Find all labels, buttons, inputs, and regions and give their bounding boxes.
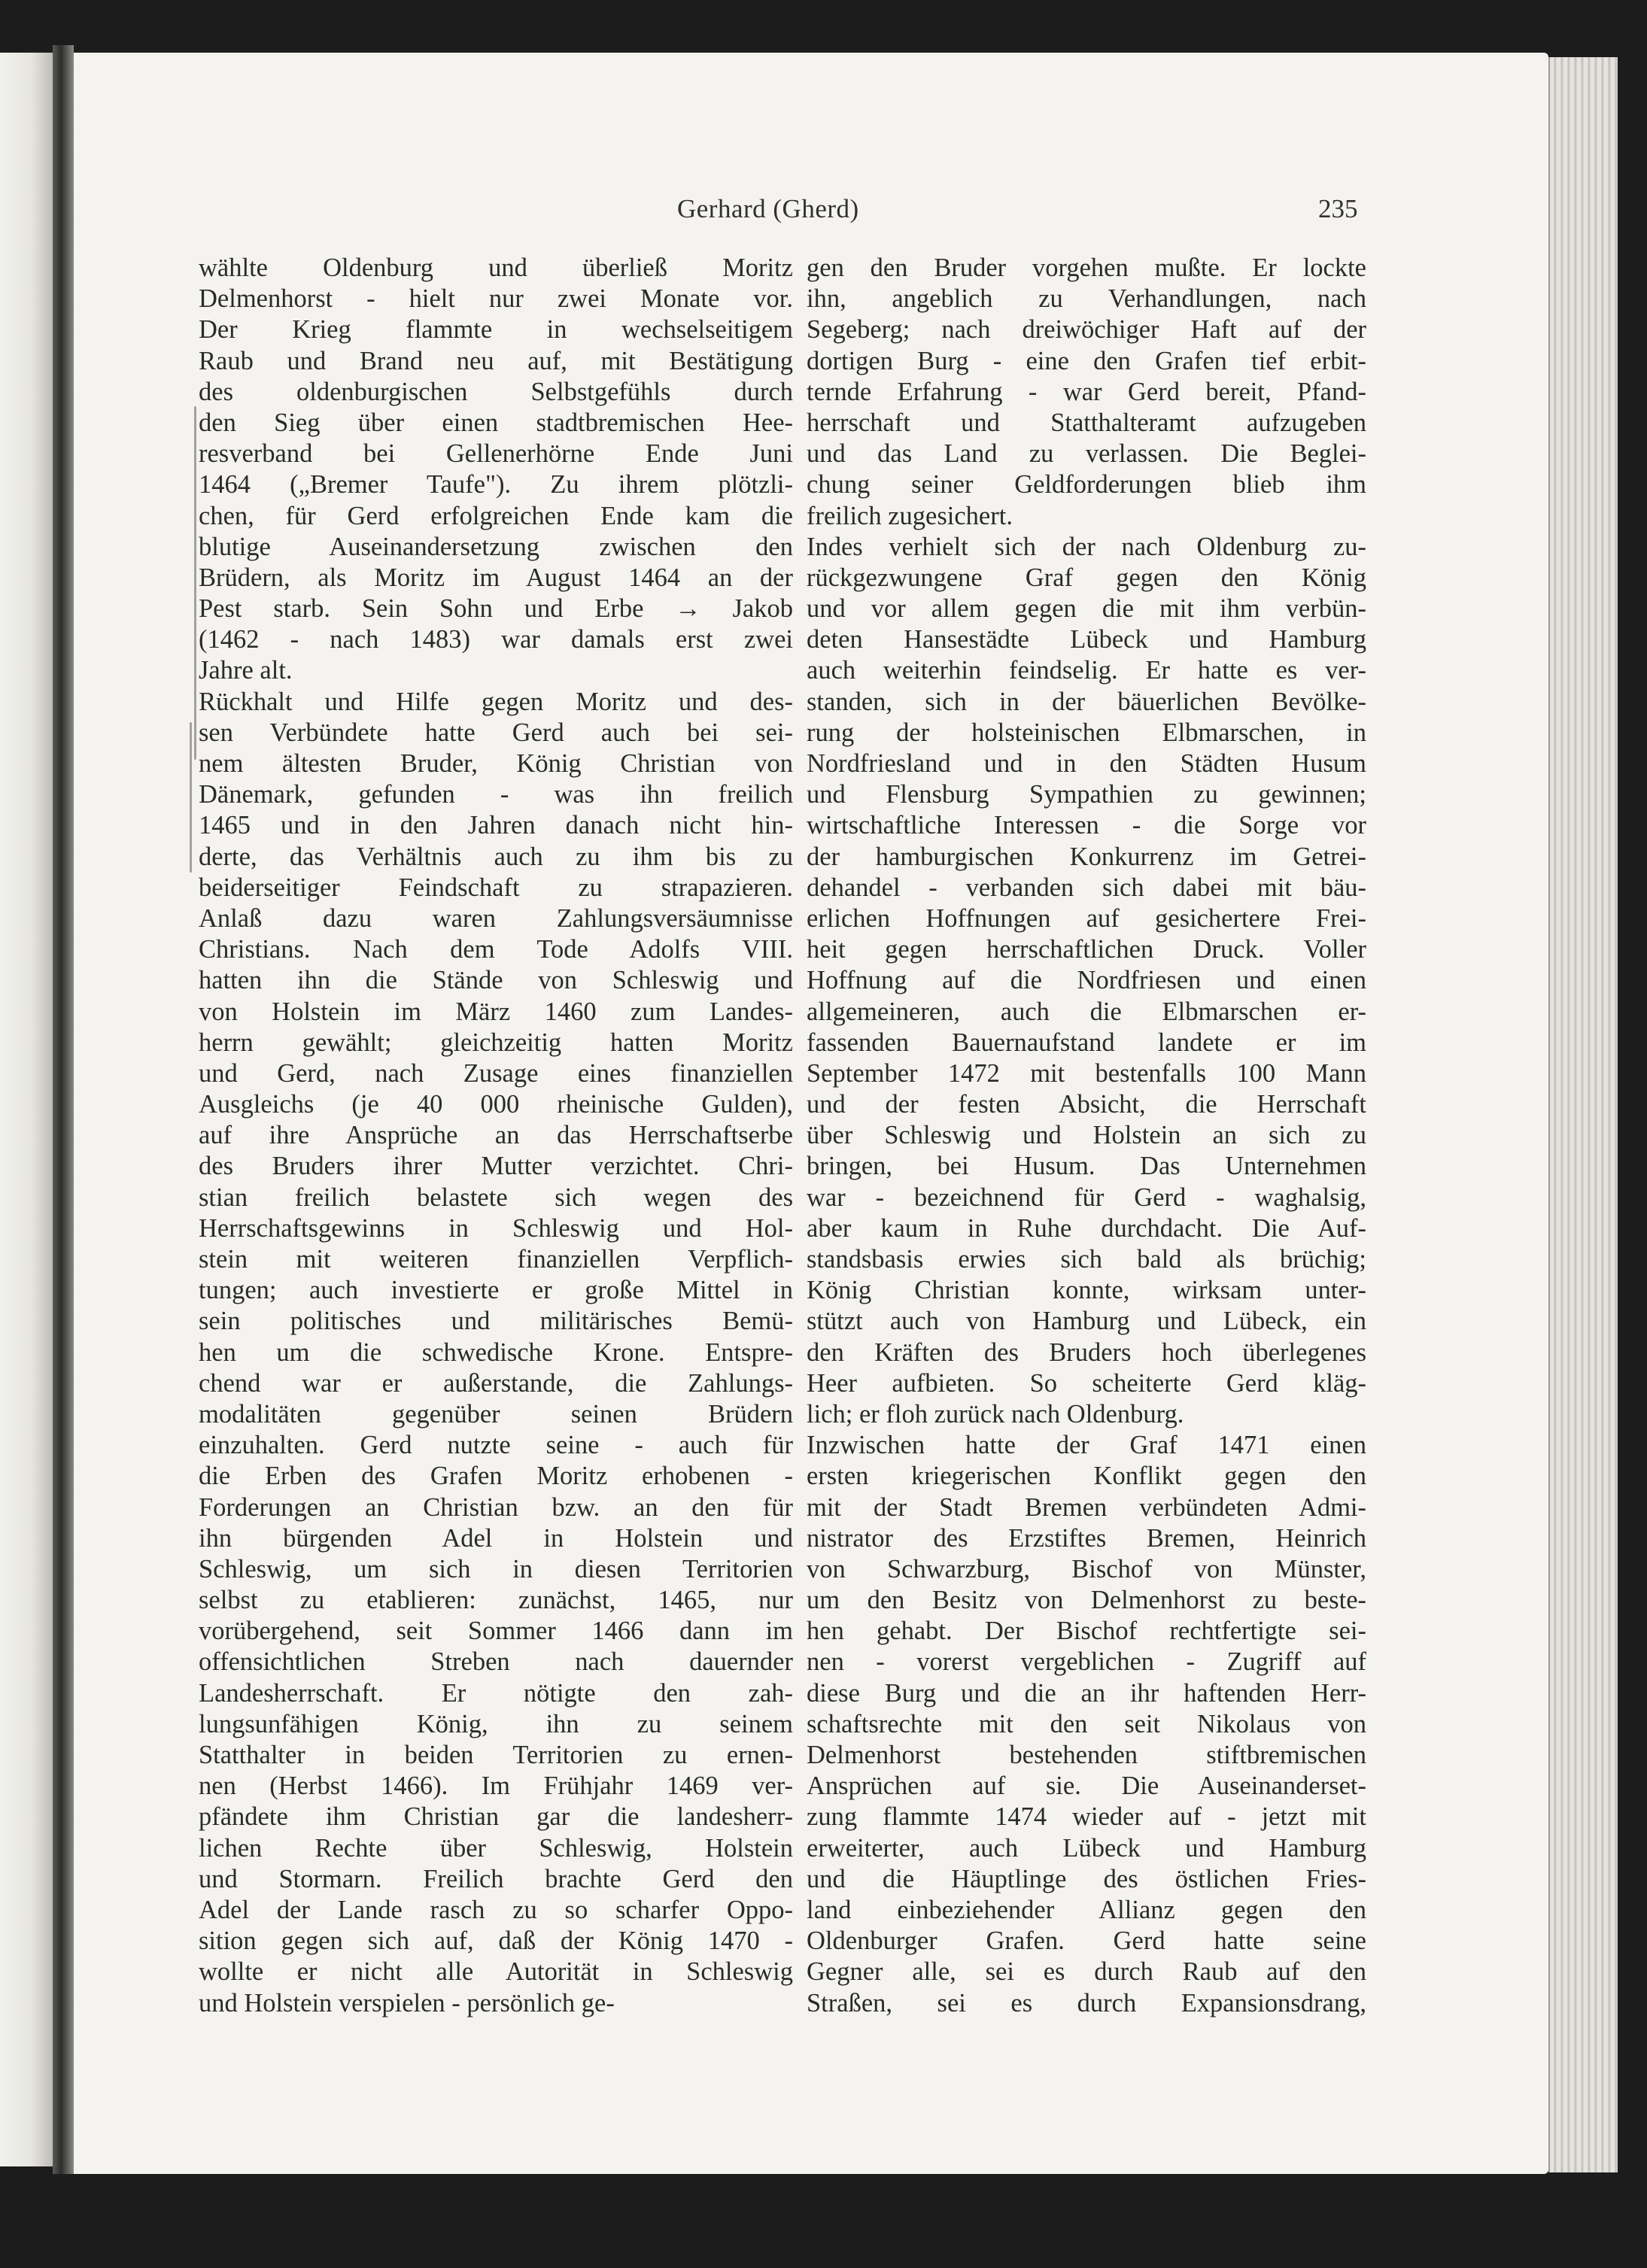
text-line: vorübergehend, seit Sommer 1466 dann im — [199, 1617, 793, 1646]
text-line: deten Hansestädte Lübeck und Hamburg — [807, 625, 1366, 654]
text-line: Pest starb. Sein Sohn und Erbe → Jakob — [199, 594, 793, 624]
text-line: einzuhalten. Gerd nutzte seine - auch für — [199, 1431, 793, 1460]
text-line: Ansprüchen auf sie. Die Auseinanderset- — [807, 1772, 1366, 1801]
text-line: land einbeziehender Allianz gegen den — [807, 1895, 1366, 1924]
pencil-mark — [194, 406, 196, 760]
text-line: Rückhalt und Hilfe gegen Moritz und des- — [199, 687, 793, 716]
text-line: und die Häuptlinge des östlichen Fries- — [807, 1864, 1366, 1893]
text-line: lich; er floh zurück nach Oldenburg. — [807, 1399, 1184, 1429]
text-line: Ausgleichs (je 40 000 rheinische Gulden), — [199, 1090, 793, 1119]
text-line: auf ihre Ansprüche an das Herrschaftserbe — [199, 1121, 793, 1150]
text-line: hen um die schwedische Krone. Entspre- — [199, 1337, 793, 1367]
text-line: dehandel - verbanden sich dabei mit bäu- — [807, 873, 1366, 902]
text-line: Straßen, sei es durch Expansionsdrang, — [807, 1988, 1366, 2018]
text-line: freilich zugesichert. — [807, 501, 1013, 530]
text-line: Inzwischen hatte der Graf 1471 einen — [807, 1431, 1366, 1460]
text-line: des oldenburgischen Selbstgefühls durch — [199, 377, 793, 406]
text-line: Dänemark, gefunden - was ihn freilich — [199, 780, 793, 809]
text-line: derte, das Verhältnis auch zu ihm bis zu — [199, 842, 793, 871]
text-line: ihn, angeblich zu Verhandlungen, nach — [807, 284, 1366, 314]
text-line: und Holstein verspielen - persönlich ge- — [199, 1988, 615, 2018]
text-line: erlichen Hoffnungen auf gesichertere Frei- — [807, 903, 1366, 933]
text-line: auch weiterhin feindselig. Er hatte es ver- — [807, 656, 1366, 685]
text-line: gen den Bruder vorgehen mußte. Er lockte — [807, 254, 1366, 282]
text-line: chend war er außerstande, die Zahlungs- — [199, 1368, 793, 1398]
text-line: Delmenhorst bestehenden stiftbremischen — [807, 1741, 1366, 1769]
text-line: war - bezeichnend für Gerd - waghalsig, — [807, 1183, 1366, 1212]
text-line: chung seiner Geldforderungen blieb ihm — [807, 470, 1366, 499]
text-line: den Kräften des Bruders hoch überlegenes — [807, 1337, 1366, 1367]
text-line: dortigen Burg - eine den Grafen tief erbit- — [807, 346, 1366, 375]
text-line: allgemeineren, auch die Elbmarschen er- — [807, 997, 1366, 1026]
text-line: fassenden Bauernaufstand landete er im — [807, 1028, 1366, 1057]
text-line: Raub und Brand neu auf, mit Bestätigung — [199, 346, 793, 375]
text-line: wirtschaftliche Interessen - die Sorge vor — [807, 811, 1366, 840]
text-line: ternde Erfahrung - war Gerd bereit, Pfand- — [807, 377, 1366, 406]
text-line: beiderseitiger Feindschaft zu strapazieren. — [199, 873, 793, 902]
text-line: resverband bei Gellenerhörne Ende Juni — [199, 439, 793, 469]
text-line: und Stormarn. Freilich brachte Gerd den — [199, 1864, 793, 1893]
text-line: Schleswig, um sich in diesen Territorien — [199, 1554, 793, 1583]
text-line: Nordfriesland und in den Städten Husum — [807, 749, 1366, 778]
text-line: hatten ihn die Stände von Schleswig und — [199, 966, 793, 995]
text-line: modalitäten gegenüber seinen Brüdern — [199, 1399, 793, 1429]
text-line: herrn gewählt; gleichzeitig hatten Moritz — [199, 1028, 793, 1057]
text-line: um den Besitz von Delmenhorst zu beste- — [807, 1586, 1366, 1615]
text-line: Hoffnung auf die Nordfriesen und einen — [807, 966, 1366, 995]
text-line: offensichtlichen Streben nach dauernder — [199, 1647, 793, 1677]
text-line: und Flensburg Sympathien zu gewinnen; — [807, 780, 1366, 809]
text-line: nistrator des Erzstiftes Bremen, Heinrich — [807, 1523, 1366, 1553]
text-line: sition gegen sich auf, daß der König 1470 - — [199, 1926, 793, 1956]
text-line: mit der Stadt Bremen verbündeten Admi- — [807, 1492, 1366, 1522]
text-line: Delmenhorst - hielt nur zwei Monate vor. — [199, 284, 793, 314]
book-gutter — [53, 45, 74, 2174]
text-line: Landesherrschaft. Er nötigte den zah- — [199, 1678, 793, 1708]
text-line: schaftsrechte mit den seit Nikolaus von — [807, 1709, 1366, 1738]
text-line: Gegner alle, sei es durch Raub auf den — [807, 1957, 1366, 1987]
text-line: die Erben des Grafen Moritz erhobenen - — [199, 1462, 793, 1491]
text-line: Forderungen an Christian bzw. an den für — [199, 1492, 793, 1522]
right-text-column — [807, 253, 1366, 2019]
text-line: Statthalter in beiden Territorien zu ernen- — [199, 1741, 793, 1769]
text-line: (1462 - nach 1483) war damals erst zwei — [199, 625, 793, 654]
text-line: nen - vorerst vergeblichen - Zugriff auf — [807, 1647, 1366, 1677]
pencil-mark — [190, 722, 192, 873]
running-head: Gerhard (Gherd) — [677, 194, 859, 223]
text-line: Christians. Nach dem Tode Adolfs VIII. — [199, 935, 793, 964]
text-line: diese Burg und die an ihr haftenden Herr- — [807, 1678, 1366, 1708]
page-number: 235 — [1318, 194, 1358, 223]
text-line: stian freilich belastete sich wegen des — [199, 1183, 793, 1212]
text-line: Jahre alt. — [199, 656, 293, 685]
text-line: September 1472 mit bestenfalls 100 Mann — [807, 1058, 1366, 1088]
text-line: Adel der Lande rasch zu so scharfer Oppo- — [199, 1895, 793, 1924]
text-line: ihn bürgenden Adel in Holstein und — [199, 1523, 793, 1553]
text-line: des Bruders ihrer Mutter verzichtet. Chri- — [199, 1152, 793, 1181]
text-line: tungen; auch investierte er große Mittel in — [199, 1276, 793, 1305]
text-line: König Christian konnte, wirksam unter- — [807, 1276, 1366, 1305]
text-line: bringen, bei Husum. Das Unternehmen — [807, 1152, 1366, 1181]
text-line: erweiterter, auch Lübeck und Hamburg — [807, 1833, 1366, 1863]
text-line: pfändete ihm Christian gar die landesherr- — [199, 1802, 793, 1832]
text-line: Heer aufbieten. So scheiterte Gerd kläg- — [807, 1368, 1366, 1398]
text-line: und der festen Absicht, die Herrschaft — [807, 1090, 1366, 1119]
text-line: der hamburgischen Konkurrenz im Getrei- — [807, 842, 1366, 871]
text-line: Brüdern, als Moritz im August 1464 an der — [199, 563, 793, 592]
text-line: rung der holsteinischen Elbmarschen, in — [807, 718, 1366, 747]
text-line: und das Land zu verlassen. Die Beglei- — [807, 439, 1366, 469]
left-text-column — [199, 253, 793, 2019]
text-line: Anlaß dazu waren Zahlungsversäumnisse — [199, 903, 793, 933]
text-line: nem ältesten Bruder, König Christian von — [199, 749, 793, 778]
text-line: von Schwarzburg, Bischof von Münster, — [807, 1554, 1366, 1583]
text-line: Oldenburger Grafen. Gerd hatte seine — [807, 1926, 1366, 1956]
facing-page-edge — [0, 53, 53, 2166]
text-line: über Schleswig und Holstein an sich zu — [807, 1121, 1366, 1150]
text-line: den Sieg über einen stadtbremischen Hee- — [199, 408, 793, 437]
text-line: aber kaum in Ruhe durchdacht. Die Auf- — [807, 1213, 1366, 1243]
text-line: heit gegen herrschaftlichen Druck. Voller — [807, 935, 1366, 964]
text-line: wählte Oldenburg und überließ Moritz — [199, 254, 793, 282]
text-line: ersten kriegerischen Konflikt gegen den — [807, 1462, 1366, 1491]
text-line: von Holstein im März 1460 zum Landes- — [199, 997, 793, 1026]
text-line: 1465 und in den Jahren danach nicht hin- — [199, 811, 793, 840]
text-line: blutige Auseinandersetzung zwischen den — [199, 532, 793, 561]
text-line: stein mit weiteren finanziellen Verpflich- — [199, 1245, 793, 1274]
text-line: Der Krieg flammte in wechselseitigem — [199, 315, 793, 345]
text-line: und Gerd, nach Zusage eines finanziellen — [199, 1058, 793, 1088]
text-line: nen (Herbst 1466). Im Frühjahr 1469 ver- — [199, 1772, 793, 1801]
text-line: sein politisches und militärisches Bemü- — [199, 1307, 793, 1336]
text-line: standen, sich in der bäuerlichen Bevölke- — [807, 687, 1366, 716]
text-line: lungsunfähigen König, ihn zu seinem — [199, 1709, 793, 1738]
text-line: sen Verbündete hatte Gerd auch bei sei- — [199, 718, 793, 747]
text-line: hen gehabt. Der Bischof rechtfertigte sei- — [807, 1617, 1366, 1646]
text-line: standsbasis erwies sich bald als brüchig; — [807, 1245, 1366, 1274]
text-line: zung flammte 1474 wieder auf - jetzt mit — [807, 1802, 1366, 1832]
page-block-edges — [1548, 57, 1618, 2172]
text-line: rückgezwungene Graf gegen den König — [807, 563, 1366, 592]
text-line: Segeberg; nach dreiwöchiger Haft auf der — [807, 315, 1366, 345]
text-line: wollte er nicht alle Autorität in Schleswig — [199, 1957, 793, 1987]
text-line: selbst zu etablieren: zunächst, 1465, nur — [199, 1586, 793, 1615]
text-line: herrschaft und Statthalteramt aufzugeben — [807, 408, 1366, 437]
text-line: und vor allem gegen die mit ihm verbün- — [807, 594, 1366, 624]
text-line: chen, für Gerd erfolgreichen Ende kam die — [199, 501, 793, 530]
text-line: 1464 („Bremer Taufe"). Zu ihrem plötzli- — [199, 470, 793, 499]
text-line: stützt auch von Hamburg und Lübeck, ein — [807, 1307, 1366, 1336]
text-line: Herrschaftsgewinns in Schleswig und Hol- — [199, 1213, 793, 1243]
text-line: Indes verhielt sich der nach Oldenburg zu- — [807, 532, 1366, 561]
text-line: lichen Rechte über Schleswig, Holstein — [199, 1833, 793, 1863]
